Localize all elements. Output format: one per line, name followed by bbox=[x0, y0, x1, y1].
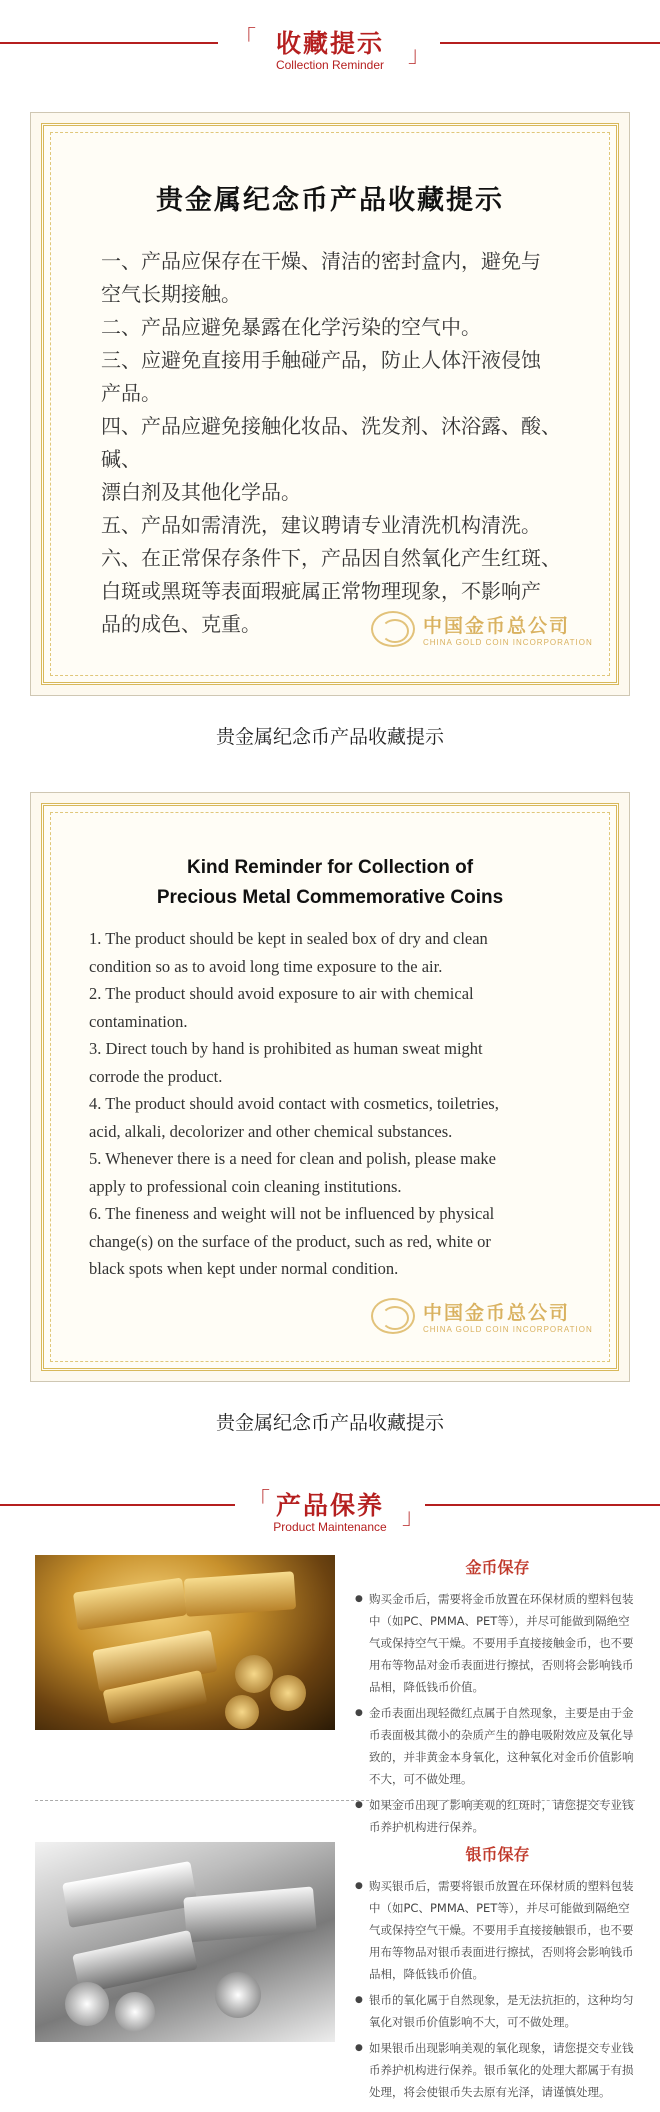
care-item: ● 金币表面出现轻微红点属于自然现象，主要是由于金币表面极其微小的杂质产生的静电吸附效应及氧化导致的，并非黄金本身氧化，这种氧化对金币价值影响不大，可不做处理。 bbox=[355, 1702, 640, 1790]
care-item: ● 如果银币出现影响美观的氧化现象，请您提交专业钱币养护机构进行保养。银币氧化的处理大都属于有损处理，将会使银币失去原有光泽，请谨慎处理。 bbox=[355, 2037, 640, 2103]
reminder-line: 四、产品应避免接触化妆品、洗发剂、沐浴露、酸、碱、 bbox=[101, 414, 561, 471]
section-title-en: Product Maintenance bbox=[273, 1520, 387, 1534]
reminder-line: 五、产品如需清洗，建议聘请专业清洗机构清洗。 bbox=[101, 513, 541, 537]
section-title-en: Collection Reminder bbox=[275, 58, 385, 72]
reminder-line: 品的成色、克重。 bbox=[101, 612, 261, 636]
reminder-line: 产品。 bbox=[101, 381, 161, 405]
ornament-left-icon: 「 bbox=[234, 27, 257, 52]
reminder-line: 一、产品应保存在干燥、清洁的密封盒内，避免与 bbox=[101, 249, 541, 273]
coin-logo-icon bbox=[371, 611, 415, 647]
care-item: ● 如果金币出现了影响美观的红斑时，请您提交专业钱币养护机构进行保养。 bbox=[355, 1794, 640, 1838]
gold-care-section bbox=[355, 1555, 640, 1842]
section-header-maintenance bbox=[0, 1470, 660, 1540]
caption-en-card: 贵金属纪念币产品收藏提示 bbox=[215, 1412, 444, 1434]
reminder-line: apply to professional coin cleaning institutions. bbox=[89, 1176, 402, 1196]
reminder-card-en bbox=[30, 792, 630, 1382]
reminder-line: 漂白剂及其他化学品。 bbox=[101, 480, 301, 504]
card-title-line1: Kind Reminder for Collection of bbox=[186, 857, 474, 878]
section-title-cn: 产品保养 bbox=[275, 1491, 384, 1520]
reminder-line: change(s) on the surface of the product, such as red, white or bbox=[89, 1231, 491, 1251]
gold-care-title: 金币保存 bbox=[465, 1558, 530, 1577]
reminder-line: 6. The fineness and weight will not be influenced by physical bbox=[89, 1204, 495, 1223]
care-item: ● 购买金币后，需要将金币放置在环保材质的塑料包装中（如PC、PMMA、PET等），并尽可能做到隔绝空气或保持空气干燥。不要用手直接接触金币，也不要用布等物品对金币表面进行擦拭，否则将会影响钱币品相，降低钱币价值。 bbox=[355, 1588, 640, 1698]
ornament-right-icon: 」 bbox=[408, 43, 431, 68]
ornament-right-icon: 」 bbox=[402, 1505, 425, 1530]
reminder-line: contamination. bbox=[89, 1011, 188, 1031]
company-logo bbox=[371, 611, 593, 647]
dashed-divider bbox=[35, 1800, 635, 1801]
reminder-line: condition so as to avoid long time exposure to the air. bbox=[89, 956, 443, 976]
reminder-line: acid, alkali, decolorizer and other chemical substances. bbox=[89, 1121, 453, 1141]
ornament-left-icon: 「 bbox=[248, 1489, 271, 1514]
reminder-line: 空气长期接触。 bbox=[101, 282, 241, 306]
reminder-line: 白斑或黑斑等表面瑕疵属正常物理现象，不影响产 bbox=[101, 579, 541, 603]
reminder-line: 4. The product should avoid contact with cosmetics, toiletries, bbox=[89, 1094, 499, 1113]
coin-logo-icon bbox=[371, 1298, 415, 1334]
care-item: ● 购买银币后，需要将银币放置在环保材质的塑料包装中（如PC、PMMA、PET等），并尽可能做到隔绝空气或保持空气干燥。不要用手直接接触银币，也不要用布等物品对银币表面进行擦拭，否则将会影响钱币品相，降低钱币价值。 bbox=[355, 1875, 640, 1985]
logo-name-en: CHINA GOLD COIN INCORPORATION bbox=[423, 1325, 593, 1334]
card-title-line2: Precious Metal Commemorative Coins bbox=[156, 887, 504, 908]
logo-name-cn: 中国金币总公司 bbox=[423, 615, 571, 637]
card-body bbox=[101, 245, 574, 641]
reminder-line: corrode the product. bbox=[89, 1066, 223, 1086]
silver-care-section bbox=[355, 1842, 640, 2107]
care-item: ● 银币的氧化属于自然现象，是无法抗拒的，这种均匀氧化对银币价值影响不大，可不做处理。 bbox=[355, 1989, 640, 2033]
section-title-cn: 收藏提示 bbox=[275, 29, 384, 58]
reminder-line: 三、应避免直接用手触碰产品，防止人体汗液侵蚀 bbox=[101, 348, 541, 372]
logo-name-en: CHINA GOLD COIN INCORPORATION bbox=[423, 638, 593, 647]
silver-care-title: 银币保存 bbox=[465, 1845, 530, 1864]
gold-bars-photo bbox=[35, 1555, 335, 1730]
section-header-collection bbox=[0, 8, 660, 78]
reminder-line: black spots when kept under normal condition. bbox=[89, 1259, 399, 1278]
reminder-line: 2. The product should avoid exposure to air with chemical bbox=[89, 984, 474, 1003]
card-title: 贵金属纪念币产品收藏提示 bbox=[156, 185, 504, 216]
logo-name-cn: 中国金币总公司 bbox=[423, 1302, 571, 1324]
company-logo bbox=[371, 1298, 593, 1334]
reminder-line: 六、在正常保存条件下，产品因自然氧化产生红斑、 bbox=[101, 546, 561, 570]
silver-bars-photo bbox=[35, 1842, 335, 2042]
caption-cn-card: 贵金属纪念币产品收藏提示 bbox=[215, 726, 444, 748]
reminder-line: 3. Direct touch by hand is prohibited as human sweat might bbox=[89, 1039, 483, 1058]
reminder-card-cn bbox=[30, 112, 630, 696]
reminder-line: 5. Whenever there is a need for clean and polish, please make bbox=[89, 1149, 496, 1168]
reminder-line: 1. The product should be kept in sealed box of dry and clean bbox=[89, 929, 488, 948]
card-body bbox=[89, 925, 589, 1283]
reminder-line: 二、产品应避免暴露在化学污染的空气中。 bbox=[101, 315, 481, 339]
